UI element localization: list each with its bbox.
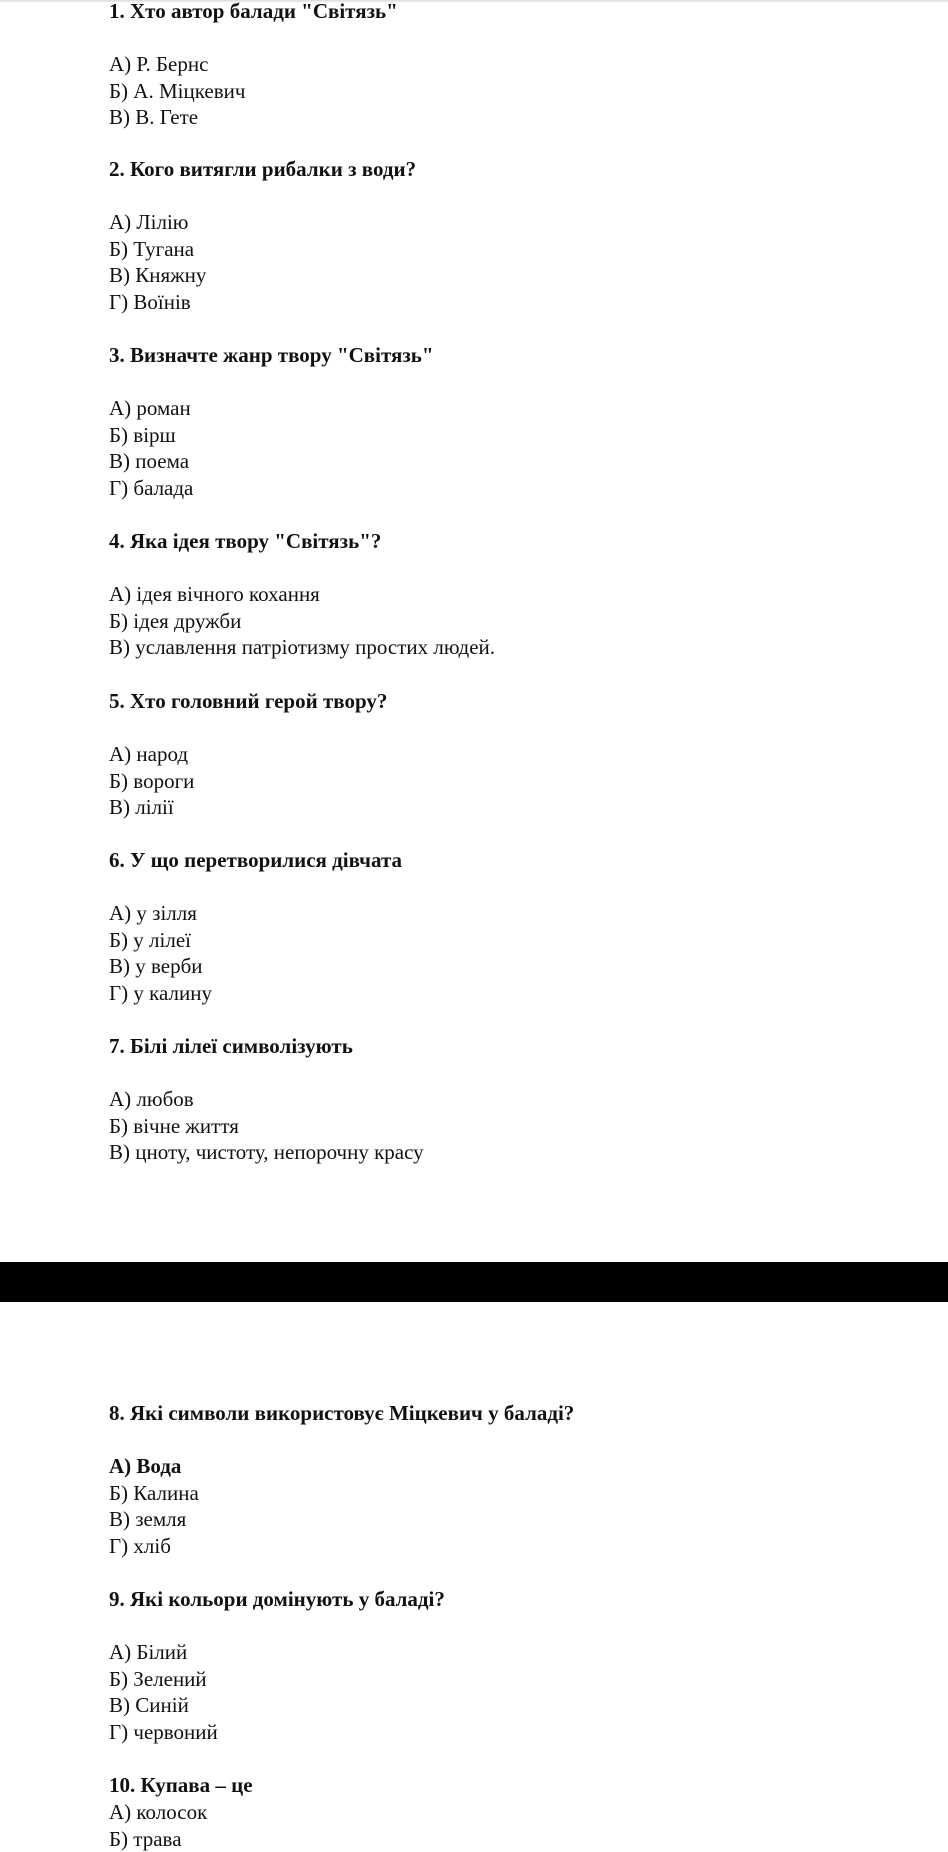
option-c: В) Княжну [109, 263, 207, 288]
question-title: 9. Які кольори домінують у баладі? [109, 1587, 445, 1611]
option-c: В) цноту, чистоту, непорочну красу [109, 1140, 424, 1165]
options-list [109, 1086, 929, 1166]
options-list [109, 1799, 929, 1852]
option-b: Б) трава [109, 1826, 182, 1851]
question-title: 10. Купава – це [109, 1773, 253, 1797]
question-7 [109, 1033, 929, 1166]
question-3 [109, 342, 929, 502]
option-a: А) народ [109, 742, 189, 766]
question-title: 6. У що перетворилися дівчата [109, 848, 403, 872]
options-list [109, 1453, 929, 1560]
question-title: 2. Кого витягли рибалки з води? [109, 157, 417, 181]
question-10 [109, 1772, 929, 1852]
options-list [109, 900, 929, 1007]
question-9 [109, 1586, 929, 1746]
option-a: А) роман [109, 396, 191, 420]
option-b: Б) вірш [109, 422, 176, 447]
option-a: А) Лілію [109, 210, 189, 234]
option-c: В) поема [109, 449, 190, 474]
option-d: Г) хліб [109, 1534, 171, 1559]
option-c: В) лілії [109, 795, 174, 820]
option-b: Б) у лілеї [109, 927, 192, 952]
question-4 [109, 528, 929, 661]
option-b: Б) Зелений [109, 1666, 207, 1691]
question-title: 8. Які символи використовує Міцкевич у баладі? [109, 1401, 575, 1425]
option-a: А) ідея вічного кохання [109, 582, 320, 606]
question-title: 5. Хто головний герой твору? [109, 689, 388, 713]
option-a: А) Білий [109, 1640, 188, 1664]
option-b: Б) Калина [109, 1480, 199, 1505]
option-c: В) уславлення патріотизму простих людей. [109, 635, 495, 660]
options-list [109, 395, 929, 502]
option-c: В) земля [109, 1507, 187, 1532]
option-d: Г) Воїнів [109, 290, 191, 315]
option-b: Б) вічне життя [109, 1113, 239, 1138]
option-a: А) любов [109, 1087, 194, 1111]
options-list [109, 581, 929, 661]
option-b: Б) А. Міцкевич [109, 78, 246, 103]
option-a: А) колосок [109, 1800, 208, 1824]
option-c: В) В. Гете [109, 105, 199, 130]
option-a: А) у зілля [109, 901, 197, 925]
question-title: 7. Білі лілеї символізують [109, 1034, 353, 1058]
option-d: Г) балада [109, 476, 194, 501]
option-b: Б) ідея дружби [109, 608, 242, 633]
option-a-highlighted: А) Вода [109, 1454, 182, 1478]
options-list [109, 209, 929, 316]
option-b: Б) Тугана [109, 236, 195, 261]
option-b: Б) вороги [109, 768, 195, 793]
question-title: 1. Хто автор балади "Світязь" [109, 0, 398, 23]
question-5 [109, 688, 929, 821]
question-8 [109, 1400, 929, 1560]
page-separator-band [0, 1262, 948, 1302]
question-2 [109, 156, 929, 316]
options-list [109, 1639, 929, 1746]
option-a: А) Р. Бернс [109, 52, 209, 76]
option-d: Г) у калину [109, 981, 212, 1006]
option-d: Г) червоний [109, 1720, 218, 1745]
question-6 [109, 847, 929, 1007]
question-title: 3. Визначте жанр твору "Світязь" [109, 343, 434, 367]
question-1 [109, 0, 929, 131]
option-c: В) у верби [109, 954, 203, 979]
option-c: В) Синій [109, 1693, 189, 1718]
options-list [109, 51, 929, 131]
question-title: 4. Яка ідея твору "Світязь"? [109, 529, 382, 553]
options-list [109, 741, 929, 821]
